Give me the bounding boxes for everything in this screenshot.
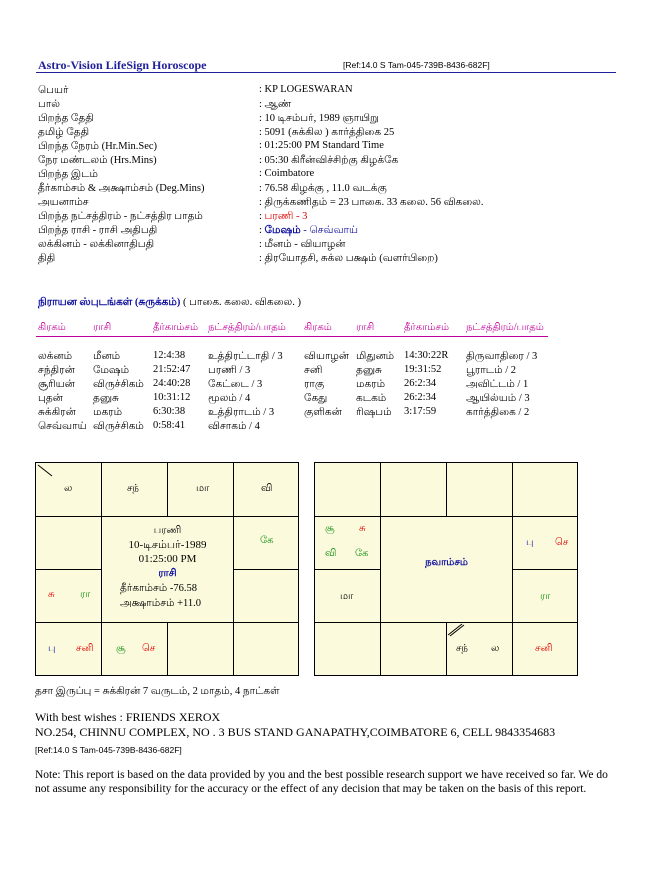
detail-label: பிறந்த ராசி - ராசி அதிபதி [38, 225, 158, 236]
planet-longitude: 12:4:38 [153, 350, 186, 361]
rasi-house-dhanusu-saturn: சனி [76, 643, 94, 654]
planet-star: உத்திராடம் / 3 [208, 407, 275, 418]
planet-name: புதன் [38, 393, 63, 404]
detail-value: : 05:30 கிரீன்விச்சிற்கு கிழக்கே [259, 155, 399, 166]
planet-name: செவ்வாய் [38, 421, 87, 432]
birth-star-name: பரணி [264, 211, 294, 222]
planet-longitude: 21:52:47 [153, 364, 191, 375]
birth-rasi-lord: - செவ்வாய் [300, 225, 358, 236]
navamsa-title: நவாம்சம் [425, 557, 468, 568]
planet-longitude: 6:30:38 [153, 406, 186, 417]
detail-value: : 76.58 கிழக்கு , 11.0 வடக்கு [259, 183, 387, 194]
planet-name: கேது [304, 393, 328, 404]
navamsa-house-meenam-venus: சு [359, 523, 366, 534]
section-title: நிராயன ஸ்புடங்கள் (சுருக்கம்) [38, 297, 181, 308]
planet-star: அவிட்டம் / 1 [466, 379, 529, 390]
detail-value: : Coimbatore [259, 168, 315, 179]
detail-value: : திருக்கணிதம் = 23 பாகை. 33 கலை. 56 விகலை. [259, 197, 484, 208]
planet-name: குளிகன் [304, 407, 342, 418]
planet-rasi: ரிஷபம் [356, 407, 392, 418]
rasi-house-vrischikam-sun: சூ [116, 643, 126, 654]
detail-label: பிறந்த இடம் [38, 169, 98, 180]
planet-longitude: 0:58:41 [153, 420, 186, 431]
planet-name: சூரியன் [38, 379, 75, 390]
report-ref: [Ref:14.0 S Tam-045-739B-8436-682F] [343, 60, 490, 70]
col-header: ராசி [356, 322, 375, 333]
detail-value: : மீனம் - வியாழன் [259, 239, 346, 250]
detail-label: தீர்காம்சம் & அக்ஷாம்சம் (Deg.Mins) [38, 183, 205, 194]
planet-longitude: 14:30:22R [404, 350, 449, 361]
planet-rasi: மேஷம் [93, 365, 130, 376]
planet-star: உத்திரட்டாதி / 3 [208, 351, 283, 362]
planet-rasi: மகரம் [93, 407, 123, 418]
planet-rasi: மகரம் [356, 379, 386, 390]
rasi-house-meenam: ல [64, 483, 73, 494]
detail-value-birth-rasi [259, 224, 358, 237]
col-header: தீர்காம்சம் [153, 322, 198, 333]
navamsa-house-simmam: ரா [540, 591, 551, 602]
rasi-center-star: பரணி [153, 525, 182, 536]
planet-rasi: மீனம் [93, 351, 121, 362]
rasi-center-title: ராசி [158, 568, 177, 579]
navamsa-house-vrischikam-moon: சந் [456, 643, 468, 654]
planet-longitude: 26:2:34 [404, 392, 437, 403]
detail-label: பிறந்த தேதி [38, 113, 94, 124]
rasi-center-date: 10-டிசம்பர்-1989 [128, 539, 207, 551]
rasi-house-makaram-venus: சு [48, 589, 55, 600]
planet-longitude: 19:31:52 [404, 364, 442, 375]
navamsa-house-meenam-sun: சூ [325, 523, 335, 534]
planet-longitude: 3:17:59 [404, 406, 437, 417]
planet-longitude: 10:31:12 [153, 392, 191, 403]
detail-label: லக்கினம் - லக்கினாதிபதி [38, 239, 155, 250]
footer-ref: [Ref:14.0 S Tam-045-739B-8436-682F] [35, 745, 182, 755]
wishes-line1: With best wishes : FRIENDS XEROX [35, 710, 221, 724]
detail-value: : திரயோதசி, சுக்ல பக்ஷம் (வளர்பிறை) [259, 253, 438, 264]
detail-label: தமிழ் தேதி [38, 127, 90, 138]
planet-star: பூராடம் / 2 [466, 365, 517, 376]
detail-label: பிறந்த நட்சத்திரம் - நட்சத்திர பாதம் [38, 211, 203, 222]
prefix: : [259, 211, 265, 222]
navamsa-house-kadagam-mars: செ [555, 537, 569, 548]
planet-name: வியாழன் [304, 351, 350, 362]
col-header: கிரகம் [38, 322, 66, 333]
planet-longitude: 24:40:28 [153, 378, 191, 389]
rasi-house-mesham: சந் [127, 483, 139, 494]
navamsa-house-meenam-ketu: கே [355, 548, 369, 559]
navamsa-house-kadagam-mercury: பு [526, 537, 534, 548]
grid-line [36, 622, 298, 623]
lagna-marker [446, 622, 466, 638]
dasha-balance: தசா இருப்பு = சுக்கிரன் 7 வருடம், 2 மாதம், 4 நாட்கள் [35, 686, 280, 697]
rasi-house-vrischikam-mars: செ [142, 643, 156, 654]
col-header: ராசி [93, 322, 112, 333]
planet-rasi: தனுசு [356, 365, 382, 376]
rasi-house-makaram-rahu: ரா [80, 589, 91, 600]
navamsa-center [381, 517, 512, 622]
rasi-center-latitude: அக்ஷாம்சம் +11.0 [120, 598, 201, 609]
rasi-center-longitude: தீர்காம்சம் -76.58 [120, 583, 197, 594]
report-title: Astro-Vision LifeSign Horoscope [38, 58, 207, 72]
planet-star: விசாகம் / 4 [208, 421, 260, 432]
navamsa-house-kumbam: மா [340, 591, 354, 602]
rasi-house-dhanusu-mercury: பு [48, 643, 56, 654]
planet-name: சந்திரன் [38, 365, 75, 376]
planet-name: சனி [304, 365, 323, 376]
disclaimer-note: Note: This report is based on the data provided by you and the best possible research support we have received so far. We do not assume any responsibility for the accuracy or the effect of any decision that may be taken on the basis of this report. [35, 769, 608, 795]
detail-value-birth-star [259, 210, 307, 223]
header-divider [36, 72, 616, 73]
navamsa-chart [314, 462, 578, 676]
wishes-address: NO.254, CHINNU COMPLEX, NO . 3 BUS STAND GANAPATHY,COIMBATORE 6, CELL 9843354683 [35, 725, 556, 739]
detail-value: : 10 டிசம்பர், 1989 ஞாயிறு [259, 113, 379, 124]
detail-label: நேர மண்டலம் (Hrs.Mins) [38, 155, 157, 166]
planet-star: ஆயில்யம் / 3 [466, 393, 530, 404]
planet-star: திருவாதிரை / 3 [466, 351, 538, 362]
planet-rasi: மிதுனம் [356, 351, 395, 362]
planet-name: லக்னம் [38, 351, 73, 362]
planet-positions-title [38, 296, 301, 309]
detail-value: : KP LOGESWARAN [259, 84, 353, 95]
rasi-center-time: 01:25:00 PM [138, 553, 197, 565]
planet-longitude: 26:2:34 [404, 378, 437, 389]
planet-rasi: கடகம் [356, 393, 387, 404]
navamsa-house-vrischikam-lagna: ல [491, 643, 500, 654]
planet-rasi: தனுசு [93, 393, 119, 404]
planet-star: கார்த்திகை / 2 [466, 407, 530, 418]
rasi-chart [35, 462, 299, 676]
col-header: நட்சத்திரம்/பாதம் [208, 322, 286, 333]
planet-name: ராகு [304, 379, 325, 390]
col-header: நட்சத்திரம்/பாதம் [466, 322, 544, 333]
planet-rasi: விருச்சிகம் [93, 421, 144, 432]
detail-label: திதி [38, 253, 56, 264]
planet-star: பரணி / 3 [208, 365, 251, 376]
detail-label: பிறந்த நேரம் (Hr.Min.Sec) [38, 141, 158, 152]
navamsa-house-meenam-jupiter: வி [325, 548, 337, 559]
planet-star: கேட்டை / 3 [208, 379, 263, 390]
birth-star-pada: - 3 [293, 211, 308, 222]
rasi-house-kadagam: கே [260, 535, 274, 546]
planet-name: சுக்கிரன் [38, 407, 76, 418]
rasi-house-mithunam: வி [261, 483, 273, 494]
birth-rasi-name: மேஷம் [264, 225, 301, 236]
detail-label: பெயர் [38, 85, 69, 96]
section-subtitle: ( பாகை. கலை. விகலை. ) [180, 297, 301, 308]
detail-value: : 5091 (சுக்கில ) கார்த்திகை 25 [259, 127, 395, 138]
rasi-house-rishabam: மா [196, 483, 210, 494]
prefix: : [259, 225, 265, 236]
detail-value: : 01:25:00 PM Standard Time [259, 140, 384, 151]
detail-label: அயனாம்ச [38, 197, 89, 208]
column-divider [36, 336, 548, 337]
planet-rasi: விருச்சிகம் [93, 379, 144, 390]
col-header: தீர்காம்சம் [404, 322, 449, 333]
detail-label: பால் [38, 99, 61, 110]
detail-value: : ஆண் [259, 99, 292, 110]
planet-star: மூலம் / 4 [208, 393, 251, 404]
col-header: கிரகம் [304, 322, 332, 333]
lagna-marker [36, 463, 56, 479]
navamsa-house-kanni: சனி [535, 643, 553, 654]
